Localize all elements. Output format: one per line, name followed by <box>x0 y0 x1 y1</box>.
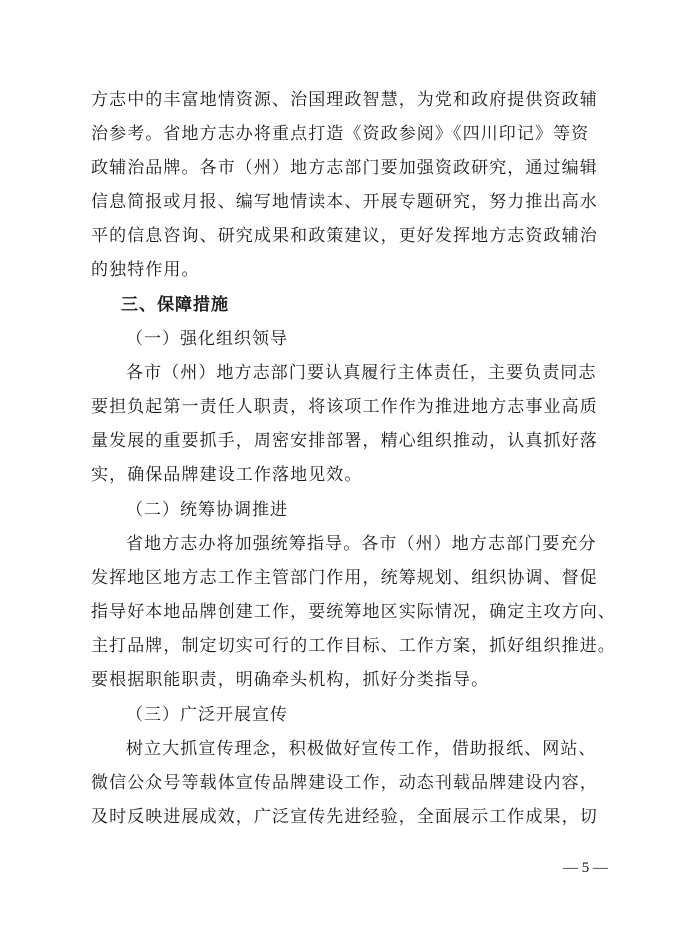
body-text-line: 指导好本地品牌创建工作，要统筹地区实际情况，确定主攻方向、 <box>91 602 616 622</box>
subsection-heading: （一）强化组织领导 <box>126 329 288 349</box>
body-text-line: 治参考。省地方志办将重点打造《资政参阅》《四川印记》等资 <box>91 124 590 144</box>
subsection-heading: （三）广泛开展宣传 <box>126 705 288 725</box>
page-number: — 5 — <box>563 860 608 876</box>
body-text-line: 要担负起第一责任人职责，将该项工作作为推进地方志事业高质 <box>91 397 598 417</box>
body-text-line: 的独特作用。 <box>91 260 200 280</box>
body-text-line: 政辅治品牌。各市（州）地方志部门要加强资政研究，通过编辑 <box>91 158 598 178</box>
body-text-line: 微信公众号等载体宣传品牌建设工作，动态刊载品牌建设内容， <box>91 773 598 793</box>
subsection-heading: （二）统筹协调推进 <box>126 500 288 520</box>
body-text-line: 实，确保品牌建设工作落地见效。 <box>91 465 363 485</box>
body-text-line: 及时反映进展成效，广泛宣传先进经验，全面展示工作成果，切 <box>91 807 598 827</box>
body-text-line: 平的信息咨询、研究成果和政策建议，更好发挥地方志资政辅治 <box>91 226 598 246</box>
body-text-line: 信息简报或月报、编写地情读本、开展专题研究，努力推出高水 <box>91 192 598 212</box>
section-heading: 三、保障措施 <box>121 295 229 315</box>
body-text-line: 发挥地区地方志工作主管部门作用，统筹规划、组织协调、督促 <box>91 568 598 588</box>
body-text-line: 主打品牌，制定切实可行的工作目标、工作方案，抓好组织推进。 <box>91 636 616 656</box>
body-text-line: 省地方志办将加强统筹指导。各市（州）地方志部门要充分 <box>126 534 597 554</box>
body-text-line: 要根据职能职责，明确牵头机构，抓好分类指导。 <box>91 670 490 690</box>
body-text-line: 方志中的丰富地情资源、治国理政智慧，为党和政府提供资政辅 <box>91 90 598 110</box>
body-text-line: 量发展的重要抓手，周密安排部署，精心组织推动，认真抓好落 <box>91 431 598 451</box>
body-text-line: 各市（州）地方志部门要认真履行主体责任，主要负责同志 <box>126 363 597 383</box>
body-text-line: 树立大抓宣传理念，积极做好宣传工作，借助报纸、网站、 <box>126 739 597 759</box>
